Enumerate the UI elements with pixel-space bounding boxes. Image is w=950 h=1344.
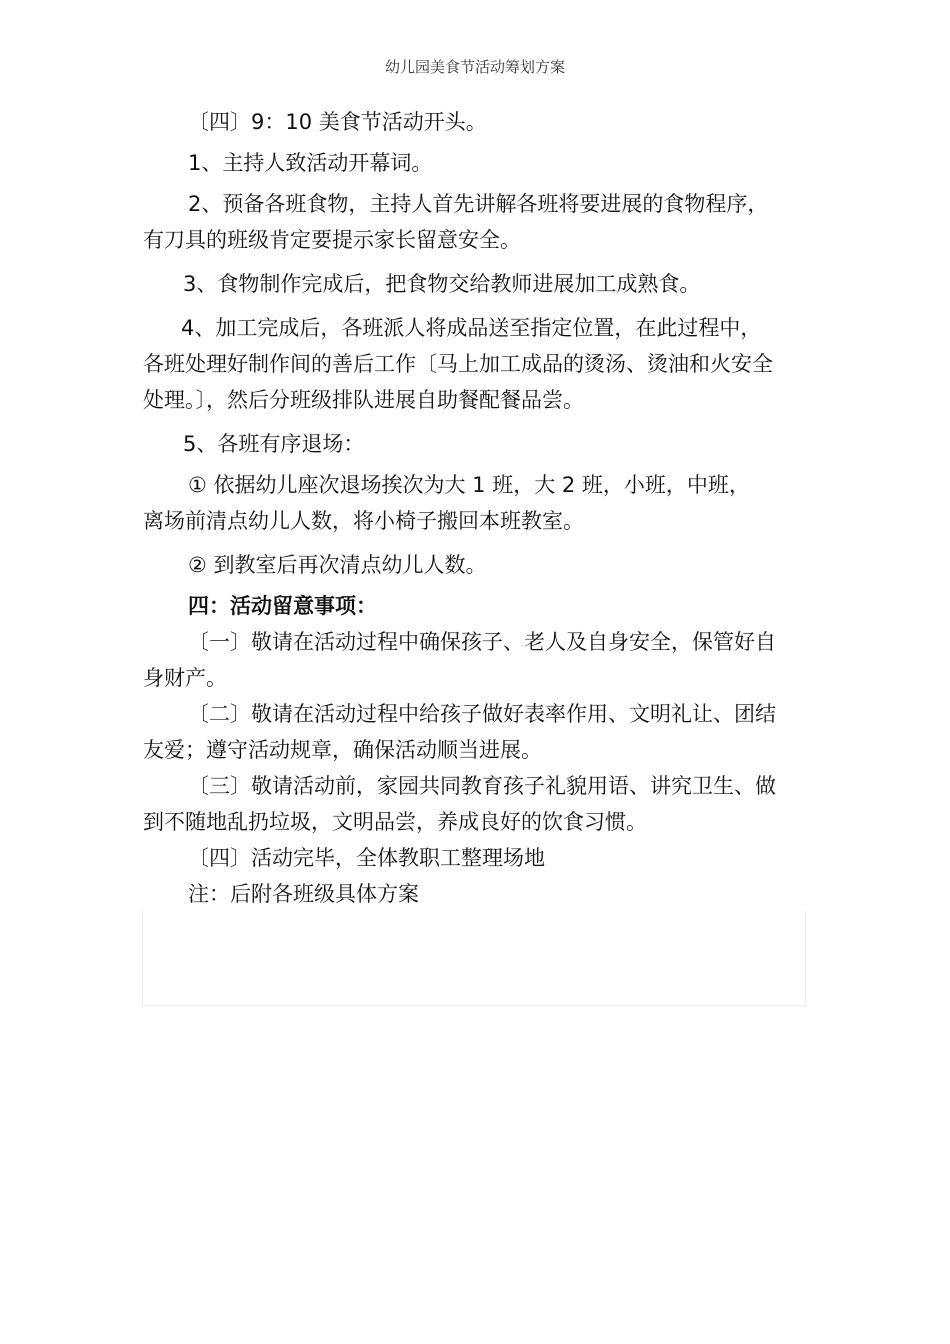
step-5-item-1-line-1: ① 依据幼儿座次退场挨次为大 1 班，大 2 班，小班，中班， <box>188 473 750 497</box>
step-3: 3、食物制作完成后，把食物交给教师进展加工成熟食。 <box>183 272 701 296</box>
note-3-line-2: 到不随地乱扔垃圾，文明品尝，养成良好的饮食习惯。 <box>143 810 647 834</box>
document-body <box>143 104 823 912</box>
footnote: 注：后附各班级具体方案 <box>188 882 419 906</box>
note-3-line-1: 〔三〕敬请活动前，家园共同教育孩子礼貌用语、讲究卫生、做 <box>188 774 776 798</box>
page-header-title: 幼儿园美食节活动筹划方案 <box>384 58 565 76</box>
notes-section-heading: 四：活动留意事项： <box>188 594 377 618</box>
step-4-line-1: 4、加工完成后，各班派人将成品送至指定位置，在此过程中， <box>181 316 762 340</box>
note-1-line-2: 身财产。 <box>143 666 227 690</box>
step-5-item-1-line-2: 离场前清点幼儿人数，将小椅子搬回本班教室。 <box>143 509 584 533</box>
note-4: 〔四〕活动完毕，全体教职工整理场地 <box>188 846 545 870</box>
step-4-line-3: 处理。〕，然后分班级排队进展自助餐配餐品尝。 <box>143 388 584 412</box>
section-step-four-heading: 〔四〕9：10 美食节活动开头。 <box>188 110 487 134</box>
step-2-line-2: 有刀具的班级肯定要提示家长留意安全。 <box>143 228 521 252</box>
note-1-line-1: 〔一〕敬请在活动过程中确保孩子、老人及自身安全，保管好自 <box>188 630 776 654</box>
note-2-line-1: 〔二〕敬请在活动过程中给孩子做好表率作用、文明礼让、团结 <box>188 702 776 726</box>
step-5-item-2: ② 到教室后再次清点幼儿人数。 <box>188 553 487 577</box>
step-1: 1、主持人致活动开幕词。 <box>188 151 433 175</box>
note-2-line-2: 友爱；遵守活动规章，确保活动顺当进展。 <box>143 738 542 762</box>
step-5: 5、各班有序退场： <box>183 432 365 456</box>
step-4-line-2: 各班处理好制作间的善后工作〔马上加工成品的烫汤、烫油和火安全 <box>143 352 773 376</box>
step-2-line-1: 2、预备各班食物，主持人首先讲解各班将要进展的食物程序， <box>188 192 769 216</box>
empty-table-frame <box>142 911 806 1006</box>
